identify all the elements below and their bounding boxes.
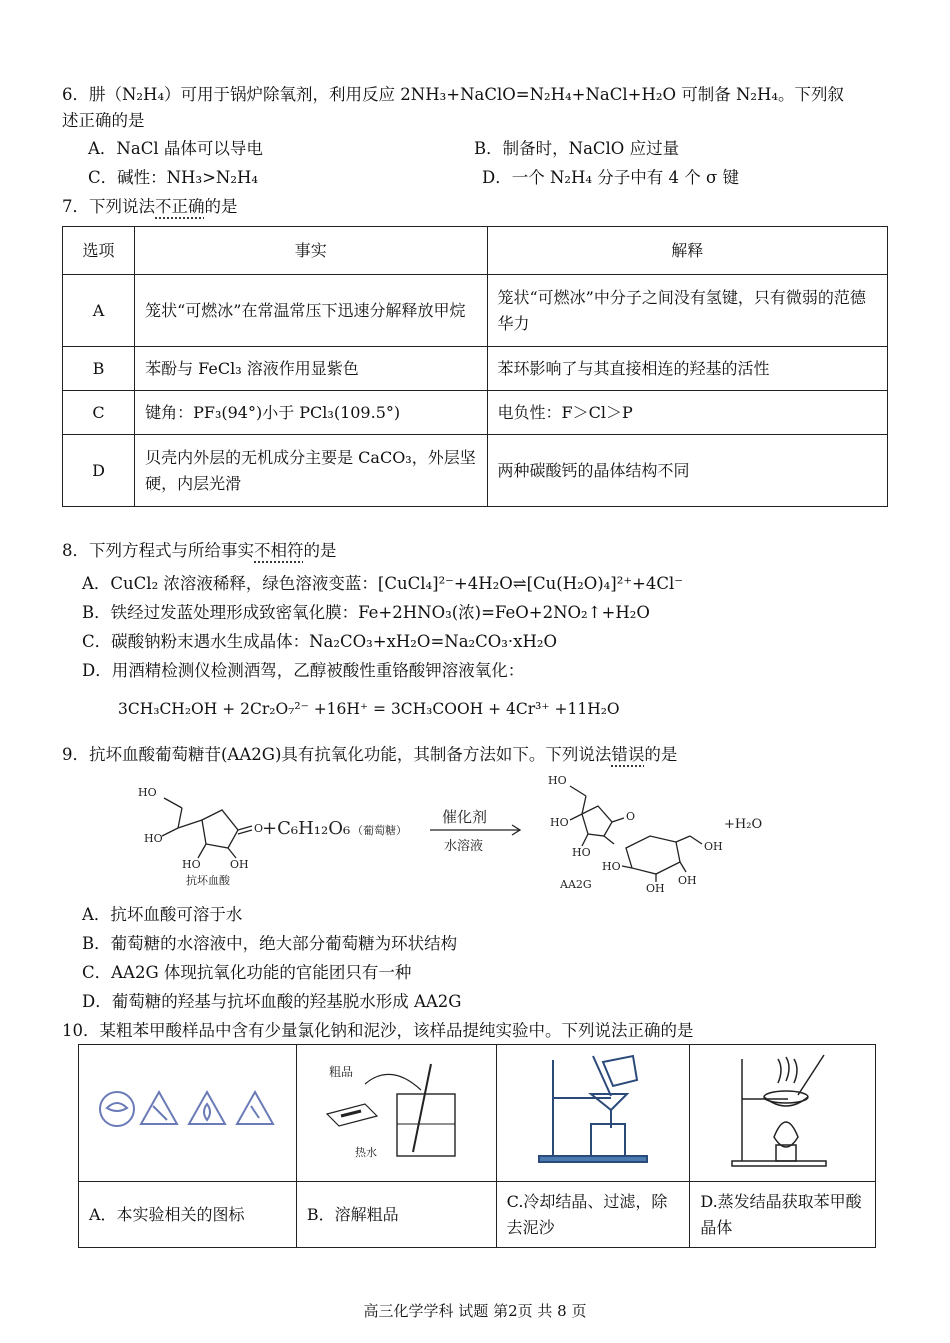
hot-water-label: 热水 xyxy=(355,1146,378,1159)
q7-row-b-reason: 苯环影响了与其直接相连的羟基的活性 xyxy=(487,347,888,391)
q9-atom-ho: HO xyxy=(602,860,621,873)
q6-option-d: D．一个 N₂H₄ 分子中有 4 个 σ 键 xyxy=(482,168,740,187)
q9-option-a: A．抗坏血酸可溶于水 xyxy=(82,905,243,924)
q9-solvent-label: 水溶液 xyxy=(444,839,484,854)
q7-row-a-fact: 笼状“可燃冰”在常温常压下迅速分解释放甲烷 xyxy=(135,275,487,347)
q7-table-header xyxy=(63,227,888,275)
q7-stem-prefix: 7．下列说法 xyxy=(62,197,155,216)
q9-atom-o: O xyxy=(626,810,636,823)
q9-atom-o: O xyxy=(254,822,264,835)
dissolve-apparatus xyxy=(321,1054,471,1164)
q7-stem-suffix: 的是 xyxy=(204,197,238,216)
q9-atom-ho: HO xyxy=(182,858,201,871)
q7-row-b-option: B xyxy=(63,347,135,391)
q9-atom-ho: HO xyxy=(144,832,163,845)
q8-equation: 3CH₃CH₂OH + 2Cr₂O₇²⁻ +16H⁺ = 3CH₃COOH + 4Cr³⁺ +11H₂O xyxy=(118,700,620,718)
q8-option-c: C．碳酸钠粉末遇水生成晶体：Na₂CO₃+xH₂O=Na₂CO₃·xH₂O xyxy=(82,632,558,651)
q8-stem-prefix: 8．下列方程式与所给事实 xyxy=(62,541,254,560)
q10-caption-a: A．本实验相关的图标 xyxy=(79,1182,297,1248)
q6-option-a: A．NaCl 晶体可以导电 xyxy=(88,139,263,158)
page-footer: 高三化学学科 试题 第2页 共 8 页 xyxy=(363,1302,587,1320)
q9-glucose-label: （葡萄糖） xyxy=(352,824,407,837)
q10-caption-row xyxy=(79,1182,876,1248)
q10-cell-evaporate xyxy=(690,1045,876,1182)
safety-icons xyxy=(97,1084,277,1134)
q6-stem-line2: 述正确的是 xyxy=(62,111,145,130)
evaporation-apparatus xyxy=(728,1049,838,1169)
q10-caption-c: C.冷却结晶、过滤，除去泥沙 xyxy=(496,1182,690,1248)
q9-option-d: D．葡萄糖的羟基与抗坏血酸的羟基脱水形成 AA2G xyxy=(82,992,462,1011)
q9-stem xyxy=(62,744,677,766)
table-row xyxy=(63,347,888,391)
q6-option-b: B．制备时，NaClO 应过量 xyxy=(474,139,680,158)
hot-surface-icon xyxy=(237,1092,273,1124)
q7-row-d-option: D xyxy=(63,435,135,507)
q7-table xyxy=(62,226,888,507)
q7-row-d-reason: 两种碳酸钙的晶体结构不同 xyxy=(487,435,888,507)
q9-water: +H₂O xyxy=(724,817,763,832)
q7-row-c-fact: 键角：PF₃(94°)小于 PCl₃(109.5°) xyxy=(135,391,487,435)
q7-header-option: 选项 xyxy=(63,227,135,275)
table-row xyxy=(63,275,888,347)
sharp-object-icon xyxy=(141,1092,177,1124)
q7-stem xyxy=(62,196,238,218)
table-row xyxy=(63,435,888,507)
q9-atom-ho: HO xyxy=(572,846,591,859)
q7-row-c-option: C xyxy=(63,391,135,435)
q8-option-b: B．铁经过发蓝处理形成致密氧化膜：Fe+2HNO₃(浓)=FeO+2NO₂↑+H₂O xyxy=(82,603,650,622)
q9-stem-suffix: 的是 xyxy=(644,745,678,764)
q9-atom-oh: OH xyxy=(704,840,723,853)
q7-row-a-option: A xyxy=(63,275,135,347)
q9-atom-ho: HO xyxy=(138,786,157,799)
q9-atom-oh: OH xyxy=(646,882,665,895)
q10-caption-b: B．溶解粗品 xyxy=(296,1182,496,1248)
q6-option-c: C．碱性：NH₃>N₂H₄ xyxy=(88,168,258,187)
q9-stem-prefix: 9．抗坏血酸葡萄糖苷(AA2G)具有抗氧化功能，其制备方法如下。下列说法 xyxy=(62,745,612,764)
q7-row-c-reason: 电负性：F＞Cl＞P xyxy=(487,391,888,435)
q10-caption-d: D.蒸发结晶获取苯甲酸晶体 xyxy=(690,1182,876,1248)
q8-stem-suffix: 的是 xyxy=(303,541,337,560)
q9-product-label: AA2G xyxy=(560,878,592,891)
filtration-apparatus xyxy=(533,1052,653,1167)
q7-header-reason: 解释 xyxy=(487,227,888,275)
q9-atom-ho: HO xyxy=(550,816,569,829)
table-row xyxy=(63,391,888,435)
q7-stem-emphasis: 不正确 xyxy=(155,197,205,216)
crude-label: 粗品 xyxy=(329,1065,354,1079)
q10-cell-filter xyxy=(496,1045,690,1182)
q8-stem-emphasis: 不相符 xyxy=(254,541,304,560)
q7-row-a-reason: 笼状“可燃冰”中分子之间没有氢键，只有微弱的范德华力 xyxy=(487,275,888,347)
q9-reactant-label: 抗坏血酸 xyxy=(186,874,230,887)
q8-option-a: A．CuCl₂ 浓溶液稀释，绿色溶液变蓝：[CuCl₄]²⁻+4H₂O⇌[Cu(H₂O)₄]²⁺+4Cl⁻ xyxy=(82,574,683,593)
q10-image-row xyxy=(79,1045,876,1182)
q9-glucose-formula: +C₆H₁₂O₆ xyxy=(262,818,351,839)
q9-atom-ho: HO xyxy=(548,774,567,787)
q9-atom-oh: OH xyxy=(230,858,249,871)
q9-reaction-scheme xyxy=(130,770,830,895)
goggles-icon xyxy=(100,1092,134,1126)
q6-stem-line1: 6．肼（N₂H₄）可用于锅炉除氧剂，利用反应 2NH₃+NaClO=N₂H₄+NaCl+H₂O 可制备 N₂H₄。下列叙 xyxy=(62,85,845,104)
q8-option-d: D．用酒精检测仪检测酒驾，乙醇被酸性重铬酸钾溶液氧化： xyxy=(82,661,525,680)
q10-cell-icons xyxy=(79,1045,297,1182)
q9-option-b: B．葡萄糖的水溶液中，绝大部分葡萄糖为环状结构 xyxy=(82,934,458,953)
q9-stem-emphasis: 错误 xyxy=(611,745,645,764)
q10-table xyxy=(78,1044,876,1248)
q8-stem xyxy=(62,540,337,562)
q9-atom-oh: OH xyxy=(678,874,697,887)
q9-option-c: C．AA2G 体现抗氧化功能的官能团只有一种 xyxy=(82,963,412,982)
q9-catalyst-label: 催化剂 xyxy=(442,808,488,826)
q10-cell-dissolve xyxy=(296,1045,496,1182)
q7-header-fact: 事实 xyxy=(135,227,487,275)
q10-stem: 10．某粗苯甲酸样品中含有少量氯化钠和泥沙，该样品提纯实验中。下列说法正确的是 xyxy=(62,1021,694,1040)
q7-row-d-fact: 贝壳内外层的无机成分主要是 CaCO₃，外层坚硬，内层光滑 xyxy=(135,435,487,507)
q7-row-b-fact: 苯酚与 FeCl₃ 溶液作用显紫色 xyxy=(135,347,487,391)
